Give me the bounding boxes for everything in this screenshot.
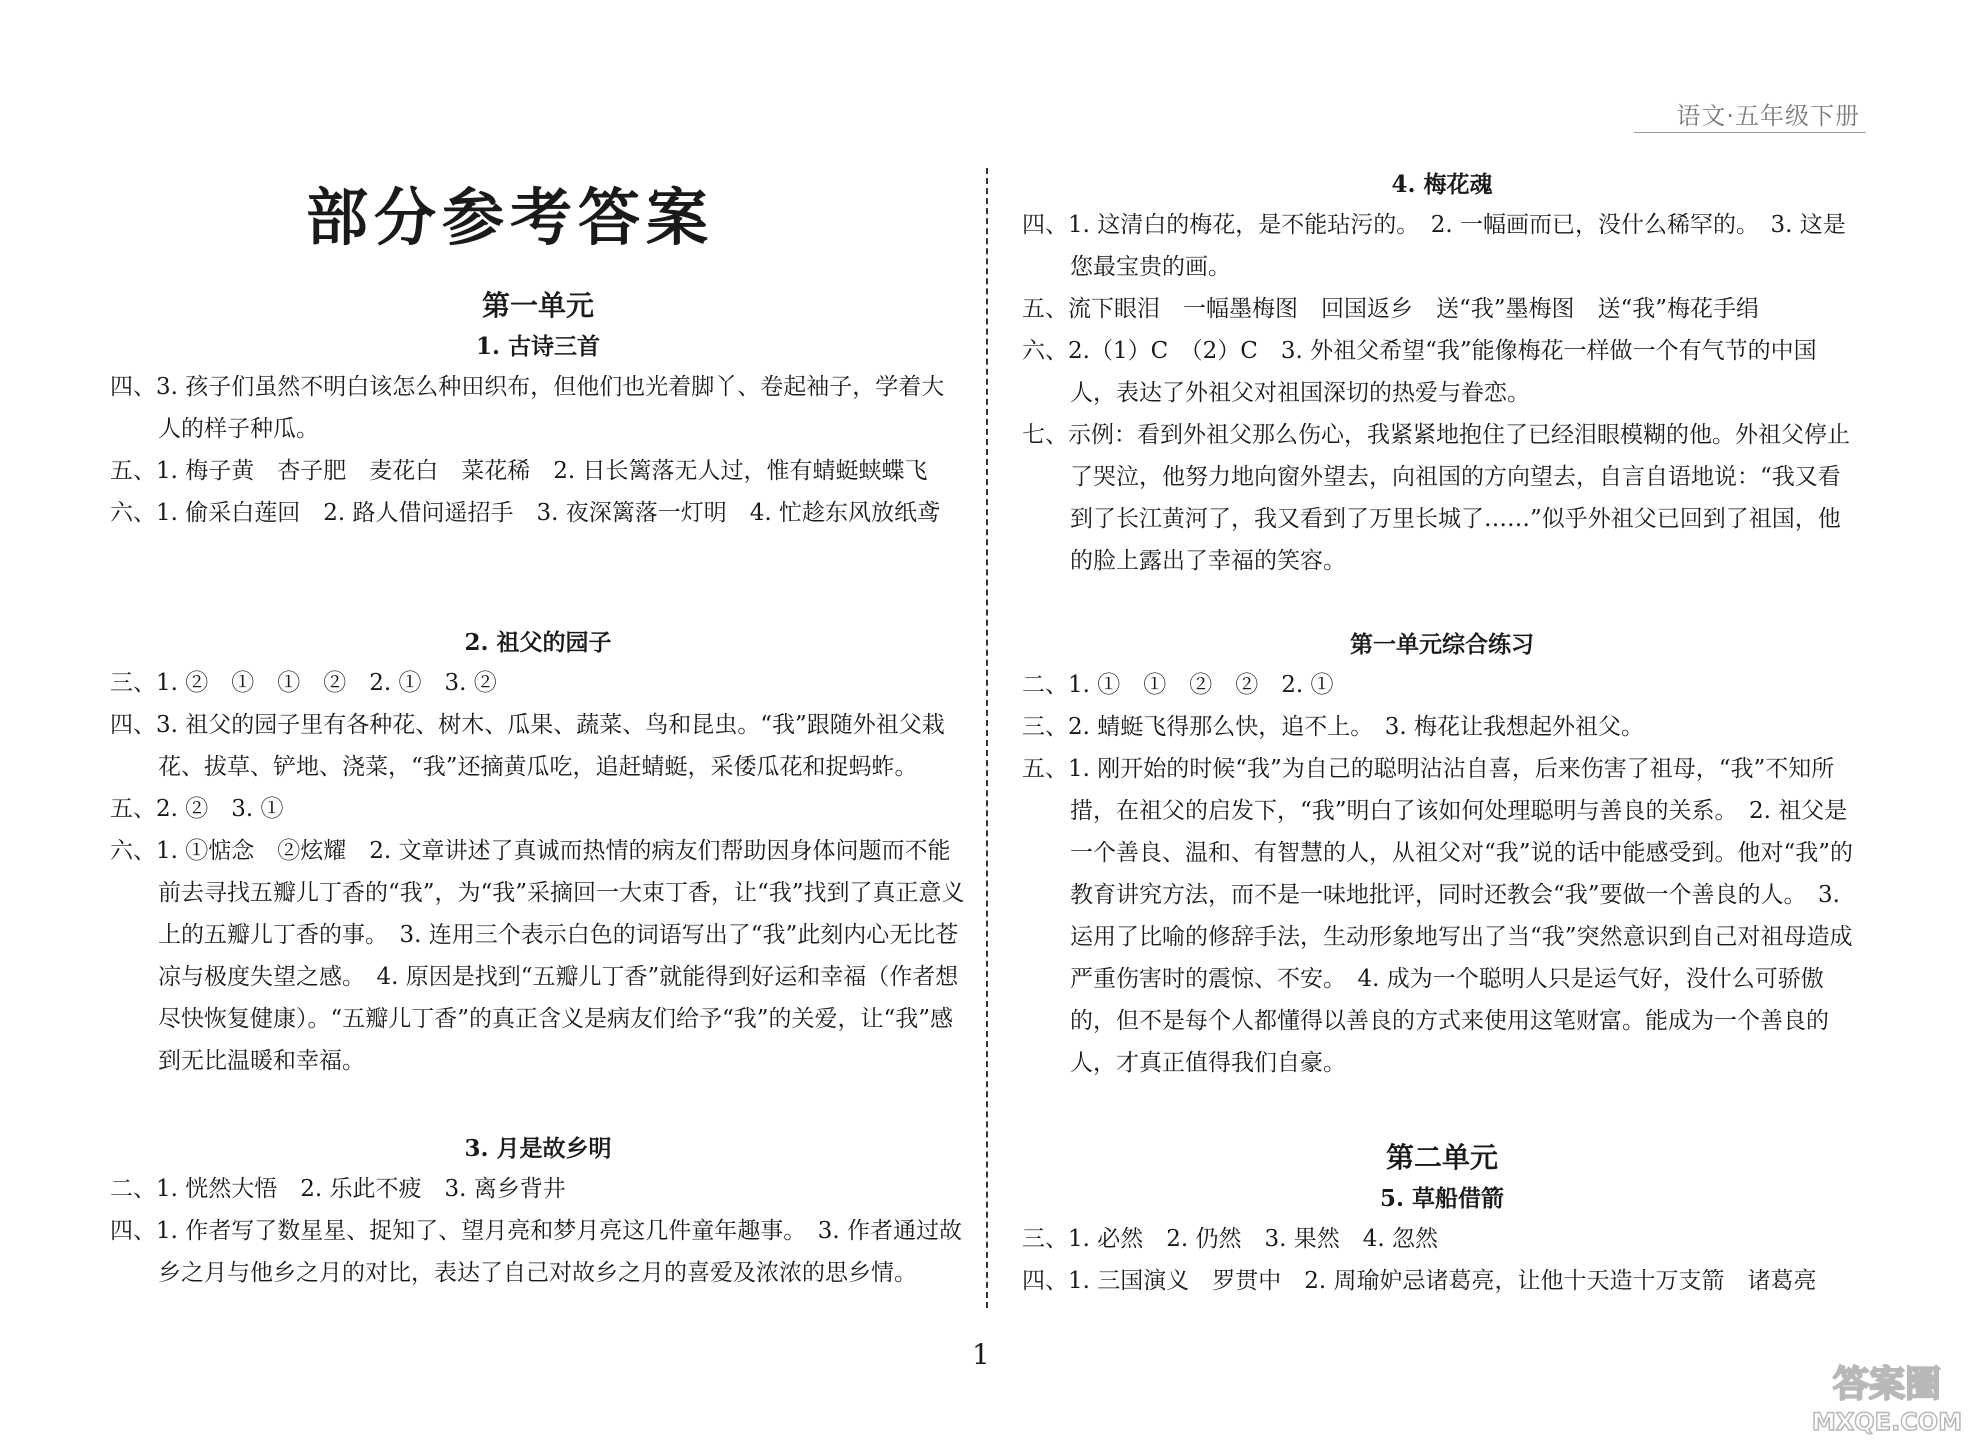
- column-divider: [986, 168, 988, 1308]
- answer-line: 六、1. 偷采白莲回 2. 路人借问遥招手 3. 夜深篱落一灯明 4. 忙趁东风放纸鸢: [110, 500, 941, 526]
- unit-title: 第二单元: [1385, 1141, 1498, 1174]
- answer-line: 三、1. 必然 2. 仍然 3. 果然 4. 忽然: [1022, 1226, 1439, 1252]
- answer-line: 六、2.（1）C （2）C 3. 外祖父希望“我”能像梅花一样做一个有气节的中国人，表达了外祖父对祖国深切的热爱与眷恋。: [1022, 338, 1817, 406]
- lesson-4-section: [1022, 166, 1862, 582]
- answer-line: 五、1. 梅子黄 杏子肥 麦花白 菜花稀 2. 日长篱落无人过，惟有蜻蜓蛱蝶飞: [110, 458, 928, 484]
- answer-line: 七、示例：看到外祖父那么伤心，我紧紧地抱住了已经泪眼模糊的他。外祖父停止了哭泣，他努力地向窗外望去，向祖国的方向望去，自言自语地说：“我又看到了长江黄河了，我又看到了万里长城了……”似乎外祖父已回到了祖国，他的脸上露出了幸福的笑容。: [1022, 422, 1850, 574]
- watermark-url: MXQE.COM: [1811, 1408, 1963, 1436]
- answer-line: 五、1. 刚开始的时候“我”为自己的聪明沾沾自喜，后来伤害了祖母，“我”不知所措，在祖父的启发下，“我”明白了该如何处理聪明与善良的关系。 2. 祖父是一个善良、温和、有智慧的人，从祖父对“我”说的话中能感受到。他对“我”的教育讲究方法，而不是一味地批评，同时还教会“我”要做一个善良的人。 3. 运用了比喻的修辞手法，生动形象地写出了当“我”突然意识到自己对祖母造成严重伤害时的震惊、不安。 4. 成为一个聪明人只是运气好，没什么可骄傲的，但不是每个人都懂得以善良的方式来使用这笔财富。能成为一个善良的人，才真正值得我们自豪。: [1022, 756, 1854, 1076]
- answer-line: 三、2. 蜻蜓飞得那么快，追不上。 3. 梅花让我想起外祖父。: [1022, 714, 1645, 740]
- answer-line: 四、3. 孩子们虽然不明白该怎么种田织布，但他们也光着脚丫、卷起袖子，学着大人的样子种瓜。: [110, 374, 945, 442]
- answer-line: 二、1. 恍然大悟 2. 乐此不疲 3. 离乡背井: [110, 1176, 566, 1202]
- unit-1-review-section: [1022, 626, 1862, 1084]
- lesson-title: 3. 月是故乡明: [464, 1135, 612, 1162]
- lesson-title: 第一单元综合练习: [1350, 631, 1534, 658]
- watermark-text: 答案圈: [1832, 1364, 1942, 1405]
- answer-line: 五、流下眼泪 一幅墨梅图 回国返乡 送“我”墨梅图 送“我”梅花手绢: [1022, 296, 1760, 322]
- header-subject: 语文·五年级下册: [1676, 102, 1860, 130]
- answer-line: 四、3. 祖父的园子里有各种花、树木、瓜果、蔬菜、鸟和昆虫。“我”跟随外祖父栽花、拔草、铲地、浇菜，“我”还摘黄瓜吃，追赶蜻蜓，采倭瓜花和捉蚂蚱。: [110, 712, 945, 780]
- lesson-title: 4. 梅花魂: [1391, 171, 1493, 198]
- unit-title: 第一单元: [481, 289, 594, 322]
- answer-line: 四、1. 作者写了数星星、捉知了、望月亮和梦月亮这几件童年趣事。 3. 作者通过故乡之月与他乡之月的对比，表达了自己对故乡之月的喜爱及浓浓的思乡情。: [110, 1218, 963, 1286]
- lesson-3-section: [110, 1130, 966, 1294]
- answer-line: 五、2. ② 3. ①: [110, 796, 284, 822]
- page-title: 部分参考答案: [305, 181, 714, 254]
- answer-line: 三、1. ② ① ① ② 2. ① 3. ②: [110, 670, 497, 696]
- header-rule: [1634, 132, 1866, 133]
- lesson-title: 2. 祖父的园子: [464, 629, 612, 656]
- watermark-logo: [1792, 1356, 1982, 1438]
- lesson-title: 1. 古诗三首: [475, 333, 601, 360]
- page-number: 1: [972, 1338, 990, 1371]
- answer-line: 四、1. 这清白的梅花，是不能玷污的。 2. 一幅画而已，没什么稀罕的。 3. 这是您最宝贵的画。: [1022, 212, 1846, 280]
- lesson-title: 5. 草船借箭: [1379, 1185, 1505, 1212]
- answer-line: 四、1. 三国演义 罗贯中 2. 周瑜妒忌诸葛亮，让他十天造十万支箭 诸葛亮: [1022, 1268, 1817, 1294]
- unit-1-section: [110, 284, 966, 534]
- answer-line: 二、1. ① ① ② ② 2. ①: [1022, 672, 1334, 698]
- lesson-2-section: [110, 624, 966, 1082]
- answer-line: 六、1. ①惦念 ②炫耀 2. 文章讲述了真诚而热情的病友们帮助因身体问题而不能前去寻找五瓣儿丁香的“我”，为“我”采摘回一大束丁香，让“我”找到了真正意义上的五瓣儿丁香的事。 3. 连用三个表示白色的词语写出了“我”此刻内心无比苍凉与极度失望之感。 4. 原因是找到“五瓣儿丁香”就能得到好运和幸福（作者想尽快恢复健康）。“五瓣儿丁香”的真正含义是病友们给予“我”的关爱，让“我”感到无比温暖和幸福。: [110, 838, 965, 1074]
- unit-2-section: [1022, 1136, 1862, 1302]
